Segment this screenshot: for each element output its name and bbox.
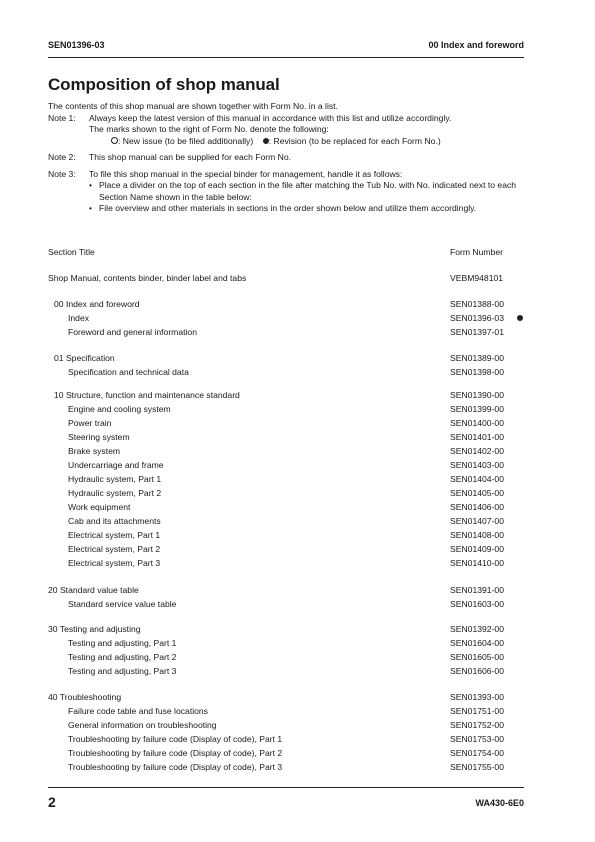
table-row — [48, 598, 524, 610]
form-number-cell: SEN01392-00 — [450, 624, 504, 634]
section-title-cell: Steering system — [68, 432, 130, 442]
form-number-cell: SEN01755-00 — [450, 762, 504, 772]
section-title-cell: 01 Specification — [54, 353, 115, 363]
form-number-cell: SEN01754-00 — [450, 748, 504, 758]
section-title-cell: Engine and cooling system — [68, 404, 171, 414]
form-number-cell: SEN01606-00 — [450, 666, 504, 676]
mark-revision-label: : Revision (to be replaced for each Form No.) — [268, 135, 441, 146]
section-title-cell: Foreword and general information — [68, 327, 197, 337]
intro-lead: The contents of this shop manual are shown together with Form No. in a list. — [48, 101, 338, 111]
section-title-cell: Specification and technical data — [68, 367, 189, 377]
form-number-cell: SEN01603-00 — [450, 599, 504, 609]
table-row — [48, 272, 524, 284]
model-name: WA430-6E0 — [475, 798, 524, 808]
note-2 — [48, 152, 528, 164]
section-title-cell: Electrical system, Part 1 — [68, 530, 161, 540]
form-number-cell: SEN01396-03 — [450, 313, 504, 323]
note-3 — [48, 169, 528, 215]
table-row — [48, 584, 524, 596]
section-title-cell: Work equipment — [68, 502, 131, 512]
form-number-cell: VEBM948101 — [450, 273, 504, 283]
form-number-cell: SEN01400-00 — [450, 418, 504, 428]
table-row — [48, 719, 524, 731]
section-title-cell: Shop Manual, contents binder, binder label and tabs — [48, 273, 247, 283]
form-number-cell: SEN01409-00 — [450, 544, 504, 554]
section-title-cell: Standard service value table — [68, 599, 177, 609]
note-2-text: This shop manual can be supplied for each Form No. — [89, 152, 292, 162]
note-2-label: Note 2: — [48, 152, 76, 162]
table-row — [48, 651, 524, 663]
section-title-cell: Troubleshooting by failure code (Display of code), Part 1 — [68, 734, 283, 744]
table-row — [48, 665, 524, 677]
section-title-cell: 00 Index and foreword — [54, 299, 140, 309]
table-row — [48, 557, 524, 569]
form-number-cell: SEN01401-00 — [450, 432, 504, 442]
table-row — [48, 501, 524, 513]
intro-notes — [48, 101, 528, 215]
section-title-cell: Hydraulic system, Part 2 — [68, 488, 162, 498]
form-number-cell: SEN01397-01 — [450, 327, 504, 337]
form-number-cell: SEN01405-00 — [450, 488, 504, 498]
form-number-cell: SEN01390-00 — [450, 390, 504, 400]
table-row — [48, 389, 524, 401]
table-row — [48, 515, 524, 527]
table-row — [48, 352, 524, 364]
table-row — [48, 529, 524, 541]
table-row — [48, 431, 524, 443]
table-row — [48, 747, 524, 759]
section-title-cell: 20 Standard value table — [48, 585, 139, 595]
header-section-name: 00 Index and foreword — [428, 40, 524, 50]
table-row — [48, 403, 524, 415]
note-3-bullet-text: Place a divider on the top of each section in the file after matching the Tub No. with No. indicated next to each Section Name shown in the table below: — [99, 180, 517, 202]
bullet-icon: • — [89, 180, 93, 190]
page-header — [48, 40, 524, 54]
table-row — [48, 459, 524, 471]
new-issue-circle-icon — [111, 137, 118, 144]
table-row — [48, 312, 524, 324]
section-title-cell: General information on troubleshooting — [68, 720, 217, 730]
section-title-cell: Testing and adjusting, Part 2 — [68, 652, 177, 662]
table-row — [48, 445, 524, 457]
section-title-cell: Undercarriage and frame — [68, 460, 164, 470]
section-title-cell: Cab and its attachments — [68, 516, 161, 526]
form-number-cell: SEN01752-00 — [450, 720, 504, 730]
form-number-cell: SEN01753-00 — [450, 734, 504, 744]
form-number-cell: SEN01402-00 — [450, 446, 504, 456]
form-number-cell: SEN01751-00 — [450, 706, 504, 716]
form-number-cell: SEN01389-00 — [450, 353, 504, 363]
table-row — [48, 298, 524, 310]
note-3-text: To file this shop manual in the special binder for management, handle it as follows: — [89, 168, 403, 179]
section-title-cell: Power train — [68, 418, 112, 428]
note-1-text-2: The marks shown to the right of Form No. denote the following: — [89, 124, 329, 134]
form-number-cell: SEN01406-00 — [450, 502, 504, 512]
table-row — [48, 543, 524, 555]
form-number-cell: SEN01604-00 — [450, 638, 504, 648]
section-title-cell: Electrical system, Part 3 — [68, 558, 161, 568]
header-rule — [48, 57, 524, 58]
section-title-cell: Failure code table and fuse locations — [68, 706, 208, 716]
note-3-bullet — [89, 180, 528, 203]
section-title-cell: Hydraulic system, Part 1 — [68, 474, 162, 484]
section-title-cell: 10 Structure, function and maintenance standard — [54, 390, 240, 400]
table-row — [48, 417, 524, 429]
form-number-cell: SEN01605-00 — [450, 652, 504, 662]
mark-legend — [89, 136, 528, 148]
bullet-icon: • — [89, 203, 93, 213]
page-number: 2 — [48, 794, 56, 810]
note-1-text: Always keep the latest version of this manual in accordance with this list and utilize accordingly. — [89, 112, 452, 123]
mark-new-label: : New issue (to be filed additionally) — [118, 135, 254, 146]
page-title: Composition of shop manual — [48, 75, 280, 94]
section-title-cell: Troubleshooting by failure code (Display of code), Part 3 — [68, 762, 283, 772]
form-number-cell: SEN01403-00 — [450, 460, 504, 470]
section-title-cell: 30 Testing and adjusting — [48, 624, 141, 634]
column-header-form-number: Form Number — [450, 247, 504, 257]
note-3-label: Note 3: — [48, 168, 76, 179]
table-row — [48, 637, 524, 649]
form-number-cell: SEN01404-00 — [450, 474, 504, 484]
table-row — [48, 473, 524, 485]
table-row — [48, 733, 524, 745]
table-row — [48, 366, 524, 378]
form-number-cell: SEN01399-00 — [450, 404, 504, 414]
note-1 — [48, 113, 528, 148]
form-number-cell: SEN01410-00 — [450, 558, 504, 568]
form-number-cell: SEN01407-00 — [450, 516, 504, 526]
section-title-cell: 40 Troubleshooting — [48, 692, 122, 702]
note-3-bullet — [89, 203, 528, 215]
table-row — [48, 691, 524, 703]
section-title-cell: Electrical system, Part 2 — [68, 544, 161, 554]
column-header-section-title: Section Title — [48, 247, 95, 257]
form-number-cell: SEN01393-00 — [450, 692, 504, 702]
section-title-cell: Testing and adjusting, Part 1 — [68, 638, 177, 648]
section-title-cell: Brake system — [68, 446, 121, 456]
table-row — [48, 761, 524, 773]
table-row — [48, 705, 524, 717]
section-title-cell: Index — [68, 313, 90, 323]
table-row — [48, 326, 524, 338]
form-number-cell: SEN01408-00 — [450, 530, 504, 540]
footer-rule — [48, 787, 524, 788]
table-header-row — [48, 246, 524, 258]
table-row — [48, 623, 524, 635]
note-3-bullet-text: File overview and other materials in sections in the order shown below and utilize them accordingly. — [99, 203, 477, 213]
section-title-cell: Testing and adjusting, Part 3 — [68, 666, 177, 676]
section-title-cell: Troubleshooting by failure code (Display of code), Part 2 — [68, 748, 283, 758]
table-row — [48, 487, 524, 499]
note-1-label: Note 1: — [48, 112, 76, 123]
form-number-cell: SEN01388-00 — [450, 299, 504, 309]
form-number-cell: SEN01398-00 — [450, 367, 504, 377]
form-number-cell: SEN01391-00 — [450, 585, 504, 595]
header-form-number: SEN01396-03 — [48, 40, 105, 50]
revision-bullet-icon — [517, 315, 523, 321]
